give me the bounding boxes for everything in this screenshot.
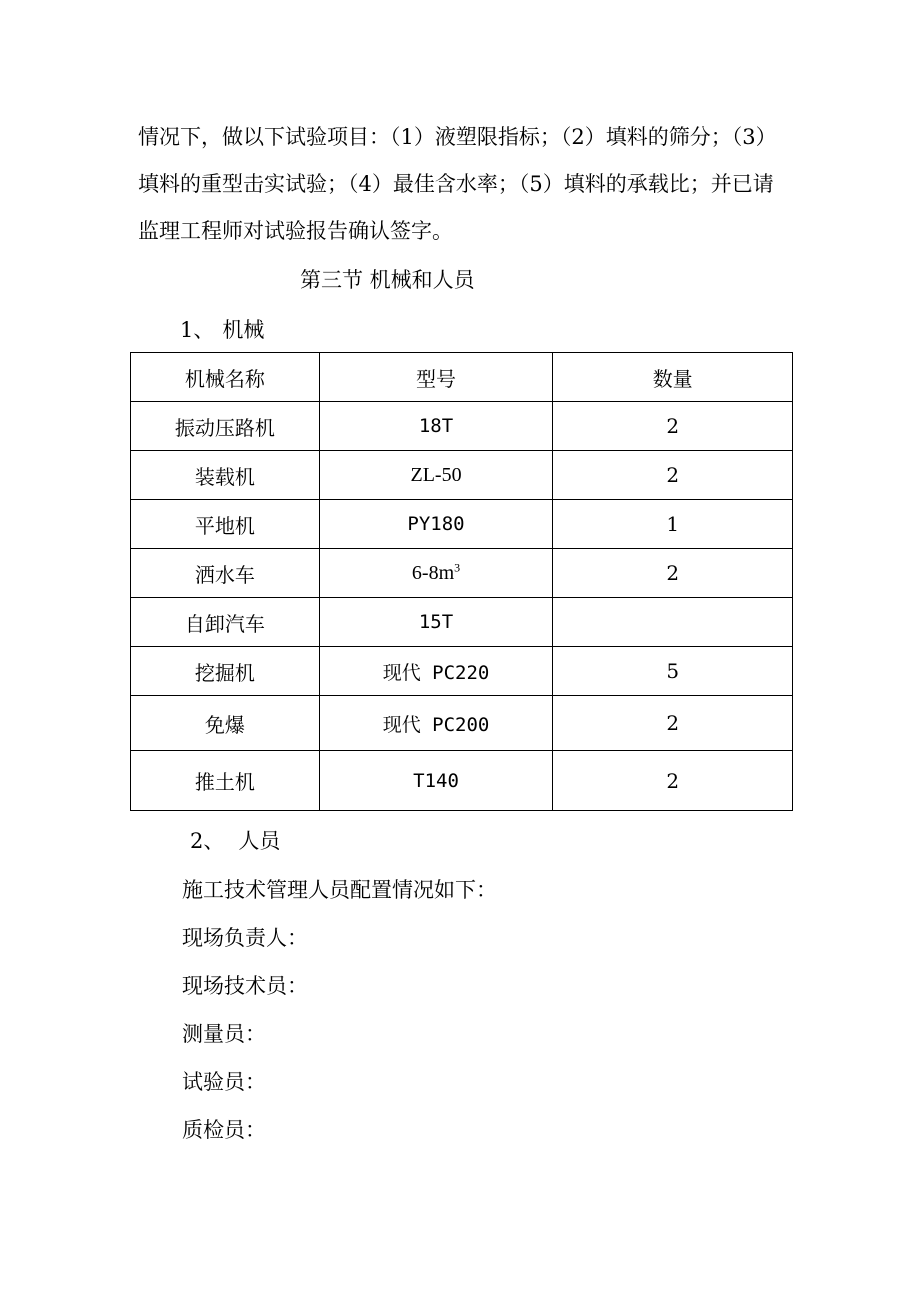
machine-model: 现代 PC220 — [319, 647, 553, 696]
paragraph-line-3: 监理工程师对试验报告确认签字。 — [138, 219, 453, 243]
header-cell-qty: 数量 — [553, 353, 793, 402]
personnel-intro: 施工技术管理人员配置情况如下： — [182, 878, 497, 902]
machine-model-text: 6-8m — [411, 561, 455, 584]
machine-name: 自卸汽车 — [131, 598, 320, 647]
machine-name: 振动压路机 — [131, 402, 320, 451]
intro-paragraph — [138, 114, 798, 255]
header-cell-name: 机械名称 — [131, 353, 320, 402]
role-tester: 试验员： — [182, 1070, 266, 1094]
section-title: 第三节 机械和人员 — [300, 268, 475, 292]
machine-name: 推土机 — [131, 751, 320, 811]
machine-qty: 5 — [553, 647, 793, 696]
role-surveyor: 测量员： — [182, 1022, 266, 1046]
machinery-heading-number: 1、 — [180, 318, 215, 342]
machine-qty: 2 — [553, 402, 793, 451]
machine-model: 15T — [319, 598, 553, 647]
machine-qty: 2 — [553, 751, 793, 811]
machine-qty: 2 — [553, 696, 793, 751]
table-row — [131, 647, 793, 696]
machinery-table — [130, 352, 793, 811]
machine-name: 装载机 — [131, 451, 320, 500]
personnel-heading-title: 人员 — [238, 829, 281, 853]
personnel-heading-number: 2、 — [190, 829, 225, 853]
machine-model-superscript: 3 — [454, 559, 461, 574]
machine-qty: 2 — [553, 549, 793, 598]
role-site-manager: 现场负责人： — [182, 926, 308, 950]
table-row — [131, 696, 793, 751]
table-header-row — [131, 353, 793, 402]
machine-model: T140 — [319, 751, 553, 811]
role-quality-inspector: 质检员： — [182, 1118, 266, 1142]
machine-model: PY180 — [319, 500, 553, 549]
table-row — [131, 549, 793, 598]
machine-model: ZL-50 — [319, 451, 553, 500]
personnel-heading — [190, 823, 280, 859]
machinery-heading — [180, 312, 264, 348]
table-row — [131, 751, 793, 811]
table-row — [131, 598, 793, 647]
paragraph-line-2: 填料的重型击实试验；（4）最佳含水率；（5）填料的承载比；并已请 — [138, 172, 774, 196]
header-cell-model: 型号 — [319, 353, 553, 402]
machine-name: 洒水车 — [131, 549, 320, 598]
table-row — [131, 451, 793, 500]
machine-name: 挖掘机 — [131, 647, 320, 696]
machinery-heading-title: 机械 — [222, 318, 265, 342]
machine-model: 现代 PC200 — [319, 696, 553, 751]
machine-qty: 2 — [553, 451, 793, 500]
machine-qty — [553, 598, 793, 647]
table-row — [131, 500, 793, 549]
role-site-technician: 现场技术员： — [182, 974, 308, 998]
machine-model: 18T — [319, 402, 553, 451]
paragraph-line-1: 情况下，做以下试验项目：（1）液塑限指标；（2）填料的筛分；（3） — [138, 125, 777, 149]
table-row — [131, 402, 793, 451]
machine-qty: 1 — [553, 500, 793, 549]
machine-name: 平地机 — [131, 500, 320, 549]
machine-model — [319, 549, 553, 598]
machine-name: 免爆 — [131, 696, 320, 751]
